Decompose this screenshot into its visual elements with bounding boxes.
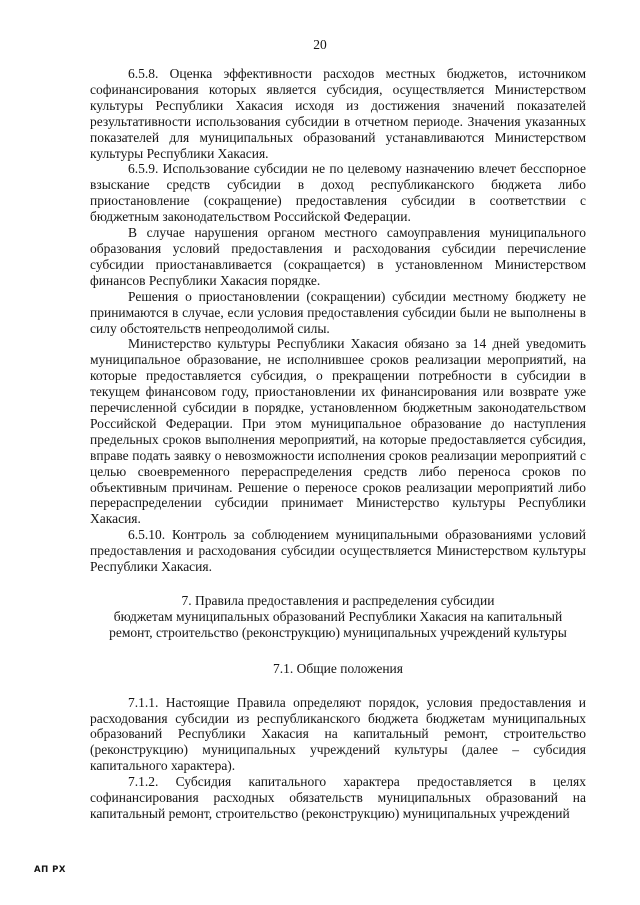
section-7-title-line-1: 7. Правила предоставления и распределения субсидии	[181, 593, 495, 608]
document-body	[90, 66, 586, 822]
paragraph-violation: В случае нарушения органом местного самоуправления муниципального образования условий предоставления и расходования субсидии перечисление субсидии приостанавливается (сокращается) в установленном Министерством финансов Республики Хакасия порядке.	[90, 225, 586, 288]
section-7-title-line-2: бюджетам муниципальных образований Республики Хакасия на капитальный	[113, 608, 563, 624]
subsection-7-1-heading: 7.1. Общие положения	[273, 660, 403, 676]
page-number: 20	[313, 37, 327, 52]
paragraph-7-1-2: 7.1.2. Субсидия капитального характера предоставляется в целях софинансирования расходных обязательств муниципальных образований на капитальный ремонт, строительство (реконструкцию) муниципальных учреждений	[90, 774, 586, 821]
footer-document-code: АП РХ	[34, 865, 66, 875]
section-7-heading	[90, 593, 586, 641]
paragraph-ministry-obligations: Министерство культуры Республики Хакасия обязано за 14 дней уведомить муниципальное образование, не исполнившее сроков реализации мероприятий, на которые предоставляется субсидия, о прекращении потребности в субсидии в текущем финансовом году, приостановлении их финансирования или возврате уже перечисленной субсидии в порядке, установленном бюджетным законодательством Российской Федерации. При этом муниципальное образование до наступления предельных сроков выполнения мероприятий, на которые предоставляется субсидия, вправе подать заявку о невозможности исполнения сроков реализации мероприятий с целью своевременного перераспределения средств либо переноса сроков по объективным причинам. Решение о переносе сроков реализации мероприятий либо перераспределении субсидии принимает Министерство культуры Республики Хакасия.	[90, 336, 586, 527]
paragraph-6-5-8: 6.5.8. Оценка эффективности расходов местных бюджетов, источником софинансирования которых является субсидия, осуществляется Министерством культуры Республики Хакасия исходя из достижения значений показателей результативности использования субсидии в отчетном периоде. Значения указанных показателей для муниципальных образований устанавливаются Министерством культуры Республики Хакасия.	[90, 66, 586, 161]
section-7-title-line-3: ремонт, строительство (реконструкцию) муниципальных учреждений культуры	[109, 624, 567, 640]
paragraph-7-1-1: 7.1.1. Настоящие Правила определяют порядок, условия предоставления и расходования субсидии из республиканского бюджета бюджетам муниципальных образований Республики Хакасия на капитальный ремонт, строительство (реконструкцию) муниципальных учреждений культуры (далее – субсидия капитального характера).	[90, 694, 586, 774]
paragraph-decisions: Решения о приостановлении (сокращении) субсидии местному бюджету не принимаются в случае, если условия предоставления субсидии были не выполнены в силу обстоятельств непреодолимой силы.	[90, 288, 586, 336]
paragraph-6-5-9: 6.5.9. Использование субсидии не по целевому назначению влечет бесспорное взыскание средств субсидии в доход республиканского бюджета либо приостановление (сокращение) предоставления субсидии в соответствии с бюджетным законодательством Российской Федерации.	[90, 161, 586, 225]
paragraph-6-5-10: 6.5.10. Контроль за соблюдением муниципальными образованиями условий предоставления и расходования субсидии осуществляется Министерством культуры Республики Хакасия.	[90, 527, 586, 575]
